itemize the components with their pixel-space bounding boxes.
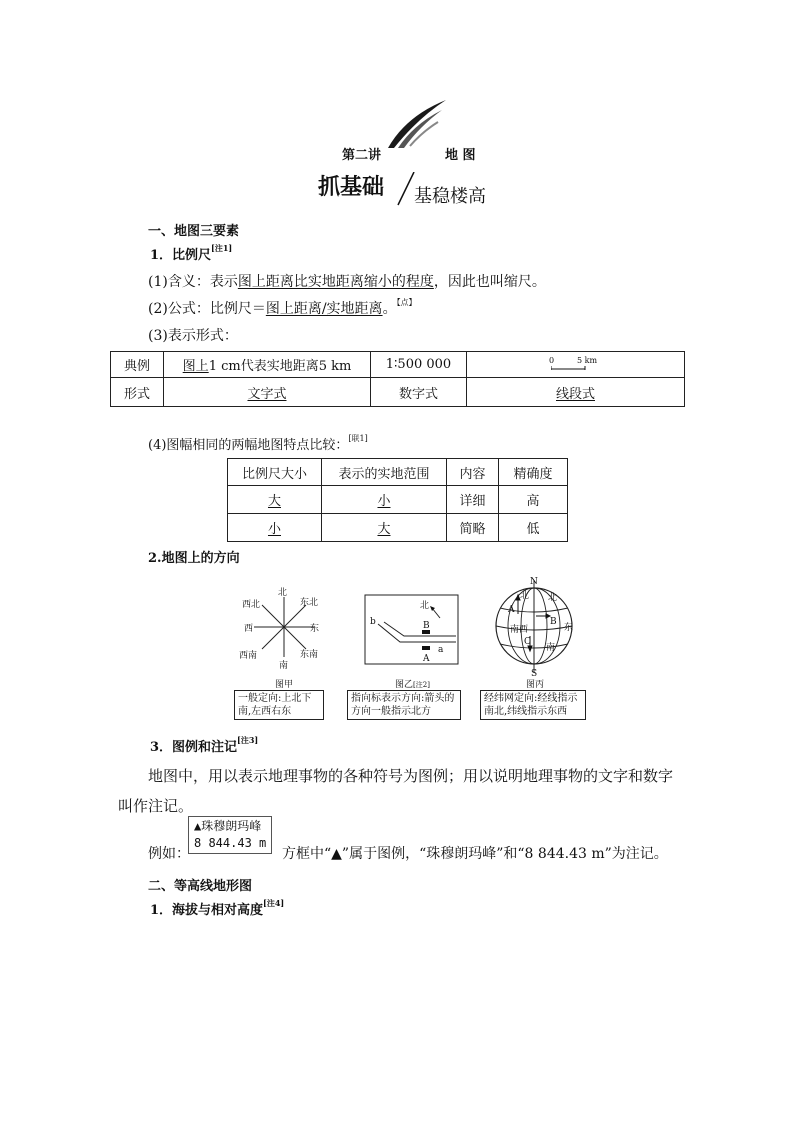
- globe-west: 南西: [510, 625, 529, 635]
- scale-forms-table: [110, 351, 685, 407]
- example-label-box: [188, 816, 272, 854]
- compare-value: 小: [267, 522, 281, 537]
- item-scale-title: [150, 244, 232, 263]
- elevation-title-text: 1．海拔与相对高度: [150, 903, 264, 918]
- compare-header: 内容: [447, 459, 499, 486]
- scale-forms-title: (3)表示形式：: [148, 328, 238, 344]
- figure-c-description: 经纬网定向:经线指示南北,纬线指示东西: [480, 690, 586, 720]
- scale-bar-zero: 0: [549, 356, 555, 365]
- section-heading-directions: 2.地图上的方向: [148, 551, 240, 566]
- row-label-form: 形式: [111, 378, 164, 407]
- item-scale-label: 1．比例尺: [150, 248, 212, 263]
- globe-south: 南: [546, 643, 556, 653]
- compare-title: (4)图幅相同的两幅地图特点比较：: [148, 438, 349, 453]
- note-ref: [注4]: [263, 898, 285, 908]
- example-text: 方框中“▲”属于图例，“珠穆朗玛峰”和“8 844.43 m”为注记。: [282, 846, 668, 862]
- fig-b-caption-text: 图乙: [395, 680, 414, 690]
- scale-bar-end: 5 km: [577, 356, 598, 365]
- figure-c-caption: 图丙: [525, 680, 544, 690]
- figure-b-description: 指向标表示方向:箭头的方向一般指示北方: [347, 690, 461, 720]
- compare-cell: [228, 514, 322, 542]
- fig-b-a-lower: a: [438, 645, 444, 655]
- example-box-line-1: ▲珠穆朗玛峰: [194, 819, 262, 833]
- compare-cell: 详细: [447, 486, 499, 514]
- scale-formula-line: [148, 298, 417, 318]
- legend-paragraph: 地图中，用以表示地理事物的各种符号为图例；用以说明地理事物的文字和数字叫作注记。: [118, 767, 674, 815]
- figure-a-compass: [238, 585, 330, 675]
- note-ref: [注3]: [237, 735, 259, 745]
- compare-value: 小: [377, 494, 391, 509]
- compare-cell: [228, 486, 322, 514]
- globe-east: 东: [564, 623, 574, 633]
- cell-example-numeric: 1∶500 000: [371, 352, 467, 378]
- compass-s: 南: [279, 661, 289, 671]
- header-logo-swoosh: [384, 96, 448, 152]
- compare-value: 大: [267, 494, 281, 509]
- meaning-key-phrase: 图上距离比实地距离缩小的程度: [237, 274, 434, 290]
- banner-sub: 基稳楼高: [414, 186, 486, 207]
- compass-n: 北: [278, 588, 288, 598]
- fig-b-b-lower: b: [370, 617, 376, 627]
- example-prefix: 例如：: [148, 846, 190, 862]
- section-heading-map-elements: 一、地图三要素: [148, 224, 240, 239]
- example-text-rest: 1 cm代表实地距离5 km: [208, 359, 352, 374]
- globe-b: B: [550, 617, 557, 627]
- form-line-value: 线段式: [555, 386, 595, 402]
- meaning-prefix: (1)含义：表示: [148, 274, 238, 290]
- globe-n: N: [530, 577, 538, 587]
- compass-se: 东南: [300, 650, 319, 660]
- compass-nw: 西北: [242, 600, 261, 610]
- figure-c-globe: [486, 576, 582, 678]
- compass-ne: 东北: [300, 598, 319, 608]
- note-ref: [联1]: [348, 434, 368, 443]
- scale-meaning-line: [148, 271, 546, 291]
- globe-north-2: 北: [548, 593, 558, 603]
- globe-north-1: 北: [520, 591, 530, 601]
- section-heading-contour: 二、等高线地形图: [148, 879, 253, 894]
- compare-cell: [322, 486, 447, 514]
- compare-header: 精确度: [499, 459, 568, 486]
- banner-main: 抓基础: [318, 175, 385, 200]
- cell-example-text: [164, 352, 371, 378]
- lecture-label: 第二讲: [342, 148, 382, 163]
- cell-example-scalebar: [467, 352, 685, 378]
- fig-b-a-upper: A: [423, 654, 430, 664]
- figure-b-caption: [395, 677, 430, 690]
- item-elevation-title: [150, 899, 284, 918]
- banner-slash: [396, 172, 416, 206]
- fig-b-b-upper: B: [423, 621, 430, 631]
- legend-title-text: 3．图例和注记: [150, 740, 238, 755]
- figure-a-caption: 图甲: [274, 680, 293, 690]
- compass-w: 西: [244, 624, 254, 634]
- globe-a: A: [508, 605, 515, 615]
- row-label-example: 典例: [111, 352, 164, 378]
- cell-form-text: [164, 378, 371, 407]
- compass-e: 东: [310, 624, 320, 634]
- cell-form-numeric: [371, 378, 467, 407]
- compare-cell: [322, 514, 447, 542]
- page-title: 地 图: [445, 148, 476, 163]
- compare-cell: 低: [499, 514, 568, 542]
- compare-value: 大: [377, 522, 391, 537]
- compass-sw: 西南: [239, 651, 258, 661]
- compare-cell: 简略: [447, 514, 499, 542]
- scale-bar: [551, 366, 591, 372]
- item-legend-title: [150, 736, 258, 755]
- compare-header: 表示的实地范围: [322, 459, 447, 486]
- formula-key-phrase: 图上距离/实地距离: [265, 301, 383, 317]
- cell-form-line: [467, 378, 685, 407]
- note-ref: 【点】: [396, 298, 417, 307]
- globe-c: C: [524, 637, 531, 647]
- banner: [316, 170, 506, 206]
- compare-header: 比例尺大小: [228, 459, 322, 486]
- figure-b-map: [364, 594, 460, 666]
- fig-b-north: 北: [420, 601, 430, 611]
- form-text-value: 文字式: [247, 386, 287, 402]
- compare-title-line: [148, 434, 368, 453]
- note-ref: [注1]: [211, 243, 233, 253]
- scale-compare-table: [227, 458, 568, 542]
- formula-suffix: 。: [382, 301, 397, 317]
- formula-prefix: (2)公式：比例尺＝: [148, 301, 266, 317]
- figure-a-description: 一般定向:上北下南,左西右东: [234, 690, 324, 720]
- meaning-suffix: ，因此也叫缩尺。: [433, 274, 546, 290]
- form-numeric-value: 数字式: [398, 386, 438, 402]
- globe-s: S: [531, 669, 538, 678]
- compare-cell: 高: [499, 486, 568, 514]
- example-box-line-2: 8 844.43 m: [194, 836, 267, 850]
- note-ref: [注2]: [413, 681, 430, 689]
- example-text-prefix: 图上: [182, 359, 209, 374]
